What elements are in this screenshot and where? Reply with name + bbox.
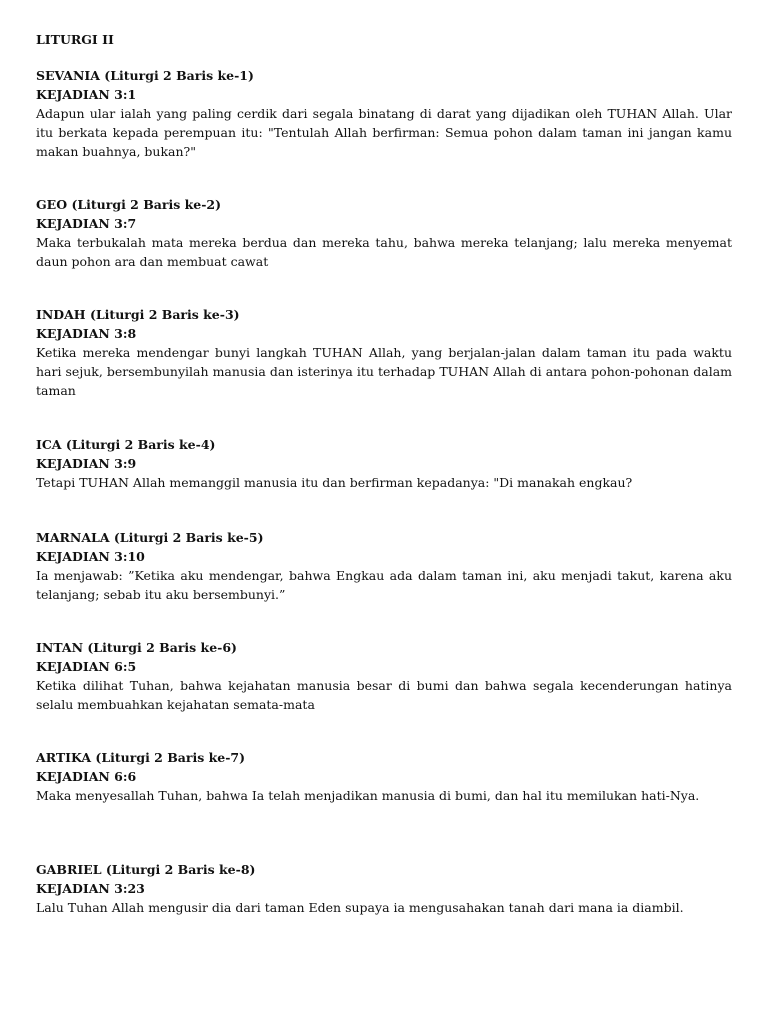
liturgy-section-7 bbox=[36, 749, 732, 805]
verse-text: Ketika mereka mendengar bunyi langkah TUHAN Allah, yang berjalan-jalan dalam taman itu pada waktu hari sejuk, bersembunyilah manusia dan isterinya itu terhadap TUHAN Allah di antara pohon-pohonan dalam taman bbox=[36, 345, 732, 398]
reader-heading: GEO (Liturgi 2 Baris ke-2) bbox=[36, 197, 222, 212]
verse-reference: KEJADIAN 3:9 bbox=[36, 455, 137, 471]
verse-text: Maka terbukalah mata mereka berdua dan mereka tahu, bahwa mereka telanjang; lalu mereka menyemat daun pohon ara dan membuat cawat bbox=[36, 235, 732, 269]
reader-heading: MARNALA (Liturgi 2 Baris ke-5) bbox=[36, 530, 264, 545]
reader-heading: INTAN (Liturgi 2 Baris ke-6) bbox=[36, 640, 237, 655]
verse-reference: KEJADIAN 3:8 bbox=[36, 325, 137, 341]
liturgy-section-4 bbox=[36, 436, 732, 492]
verse-text: Lalu Tuhan Allah mengusir dia dari taman Eden supaya ia mengusahakan tanah dari mana ia diambil. bbox=[36, 900, 684, 915]
liturgy-section-3 bbox=[36, 306, 732, 400]
reader-heading: ICA (Liturgi 2 Baris ke-4) bbox=[36, 437, 216, 452]
verse-text: Ketika dilihat Tuhan, bahwa kejahatan manusia besar di bumi dan bahwa segala kecenderungan hatinya selalu membuahkan kejahatan semata-mata bbox=[36, 678, 732, 712]
reader-heading: INDAH (Liturgi 2 Baris ke-3) bbox=[36, 307, 240, 322]
document-title: LITURGI II bbox=[36, 32, 114, 47]
liturgy-section-8 bbox=[36, 861, 732, 917]
verse-reference: KEJADIAN 6:6 bbox=[36, 768, 137, 784]
verse-reference: KEJADIAN 3:7 bbox=[36, 215, 137, 231]
verse-reference: KEJADIAN 6:5 bbox=[36, 658, 137, 674]
verse-reference: KEJADIAN 3:1 bbox=[36, 86, 137, 102]
verse-reference: KEJADIAN 3:23 bbox=[36, 880, 145, 896]
verse-reference: KEJADIAN 3:10 bbox=[36, 548, 145, 564]
reader-heading: SEVANIA (Liturgi 2 Baris ke-1) bbox=[36, 68, 254, 83]
liturgy-section-2 bbox=[36, 196, 732, 271]
verse-text: Ia menjawab: ”Ketika aku mendengar, bahwa Engkau ada dalam taman ini, aku menjadi takut, karena aku telanjang; sebab itu aku bersembunyi.” bbox=[36, 568, 732, 602]
verse-text: Maka menyesallah Tuhan, bahwa Ia telah menjadikan manusia di bumi, dan hal itu memilukan hati-Nya. bbox=[36, 788, 700, 803]
verse-text: Adapun ular ialah yang paling cerdik dari segala binatang di darat yang dijadikan oleh TUHAN Allah. Ular itu berkata kepada perempuan itu: "Tentulah Allah berfirman: Semua pohon dalam taman ini jangan kamu makan buahnya, bukan?" bbox=[36, 106, 732, 159]
reader-heading: ARTIKA (Liturgi 2 Baris ke-7) bbox=[36, 750, 246, 765]
verse-text: Tetapi TUHAN Allah memanggil manusia itu dan berfirman kepadanya: "Di manakah engkau? bbox=[36, 475, 633, 490]
liturgy-section-6 bbox=[36, 639, 732, 714]
liturgy-section-5 bbox=[36, 529, 732, 604]
reader-heading: GABRIEL (Liturgi 2 Baris ke-8) bbox=[36, 862, 256, 877]
liturgy-section-1 bbox=[36, 67, 732, 161]
